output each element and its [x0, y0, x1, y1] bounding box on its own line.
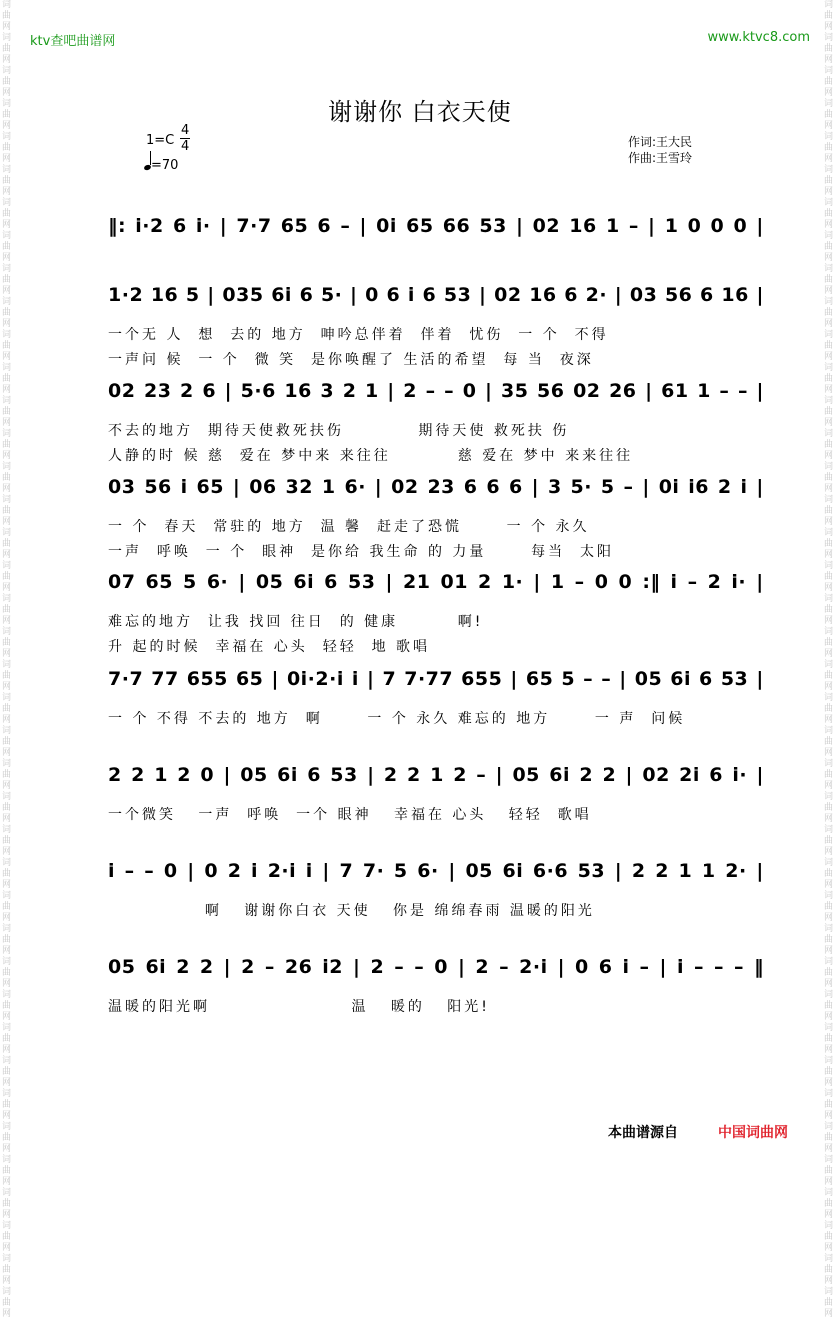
note-group: – — [144, 860, 155, 882]
barline: :‖ — [642, 571, 661, 593]
note-group: 2 — [475, 956, 490, 978]
note-group: 1 — [697, 380, 711, 402]
note-group: – — [414, 956, 425, 978]
note-group: 7 — [339, 860, 354, 882]
barline: | — [479, 284, 487, 306]
barline: | — [219, 215, 228, 237]
note-group: 6i — [549, 764, 570, 786]
note-group: 2·i — [267, 860, 297, 882]
barline: | — [366, 668, 375, 690]
note-group: 65 — [406, 215, 434, 237]
note-group: 6i — [145, 956, 167, 978]
barline: | — [238, 571, 246, 593]
barline: | — [495, 764, 504, 786]
note-group: 6i — [293, 571, 315, 593]
note-group: 5 — [393, 860, 408, 882]
note-group: 05 — [512, 764, 540, 786]
notation-line — [108, 215, 764, 237]
note-group: 2 — [131, 764, 145, 786]
note-group: 2 — [370, 956, 385, 978]
barline: | — [756, 571, 764, 593]
lyric-line: 人静的时 候 慈 爱在 梦中来 来往往 慈 爱在 梦中 来来往往 — [108, 448, 634, 464]
note-group: 6 — [564, 284, 579, 306]
barline: | — [350, 284, 358, 306]
note-group: 6 — [324, 571, 338, 593]
note-group: 05 — [255, 571, 284, 593]
note-group: 1 — [678, 860, 693, 882]
barline: | — [614, 284, 623, 306]
barline: | — [533, 571, 541, 593]
note-group: – — [124, 860, 135, 882]
note-group: i — [622, 956, 630, 978]
note-group: 0i — [658, 476, 680, 498]
barline: | — [223, 956, 232, 978]
lyric-line: 啊 谢谢你白衣 天使 你是 绵绵春雨 温暖的阳光 — [108, 903, 595, 919]
note-group: 0 — [575, 956, 589, 978]
barline: | — [619, 668, 627, 690]
note-group: 02 — [573, 380, 601, 402]
note-group: 0 — [204, 860, 219, 882]
note-group: 53 — [330, 764, 358, 786]
note-group: 0 — [462, 380, 477, 402]
barline: | — [756, 284, 764, 306]
time-signature-bottom: 4 — [181, 139, 190, 154]
note-group: 2 — [407, 764, 421, 786]
notation-line — [108, 668, 764, 690]
note-group: 65 — [280, 215, 309, 237]
barline: | — [756, 215, 764, 237]
barline: | — [531, 476, 540, 498]
note-group: 06 — [249, 476, 277, 498]
note-group: i2 — [322, 956, 344, 978]
note-group: 655 — [461, 668, 503, 690]
note-group: 2 — [579, 764, 594, 786]
note-group: 5 — [185, 284, 200, 306]
barline: | — [645, 380, 653, 402]
barline: | — [659, 956, 667, 978]
barline: | — [756, 860, 764, 882]
note-group: 3 — [547, 476, 562, 498]
barline: | — [232, 476, 241, 498]
barline: | — [625, 764, 633, 786]
note-group: 2 — [403, 380, 418, 402]
note-group: 2·i — [519, 956, 548, 978]
note-group: 6· — [344, 476, 366, 498]
site-url-link[interactable]: www.ktvc8.com — [707, 30, 810, 45]
note-group: 5·6 — [240, 380, 276, 402]
tempo-value: =70 — [151, 158, 179, 173]
note-group: i6 — [688, 476, 710, 498]
note-group: i·2 — [135, 215, 164, 237]
note-group: 0 — [434, 956, 448, 978]
note-group: 1 — [154, 764, 168, 786]
barline: | — [485, 380, 493, 402]
note-group: 2 — [707, 571, 722, 593]
note-group: – — [628, 215, 639, 237]
source-site-link[interactable]: 中国词曲网 — [718, 1125, 788, 1141]
note-stem — [150, 151, 151, 165]
note-group: 7 — [382, 668, 397, 690]
note-group: 1 — [605, 215, 620, 237]
time-signature-top: 4 — [181, 123, 190, 138]
barline: | — [271, 668, 279, 690]
note-group: 3 — [320, 380, 335, 402]
barline: | — [756, 476, 764, 498]
note-group: 0 — [163, 860, 178, 882]
note-group: 02 — [391, 476, 419, 498]
note-group: 6 — [307, 764, 321, 786]
note-group: 02 — [532, 215, 561, 237]
note-group: 16 — [284, 380, 312, 402]
note-group: – — [694, 956, 704, 978]
notation-line — [108, 476, 764, 498]
note-group: 16 — [569, 215, 597, 237]
note-group: 1 — [664, 215, 679, 237]
barline: | — [207, 284, 215, 306]
note-group: 7·7 — [108, 668, 144, 690]
note-group: 2· — [585, 284, 608, 306]
note-group: – — [737, 380, 748, 402]
note-group: – — [583, 668, 594, 690]
note-group: i — [351, 668, 359, 690]
note-group: 1 — [701, 860, 716, 882]
note-group: 0 — [687, 215, 702, 237]
barline: | — [516, 215, 524, 237]
note-group: 7·77 — [404, 668, 454, 690]
note-group: – — [340, 215, 351, 237]
note-group: 01 — [440, 571, 468, 593]
note-group: 6i — [670, 668, 691, 690]
notation-line — [108, 956, 764, 978]
note-group: i· — [195, 215, 211, 237]
note-group: 65 — [525, 668, 554, 690]
barline: | — [374, 476, 383, 498]
notation-line — [108, 764, 764, 786]
note-group: – — [601, 668, 612, 690]
barline: | — [448, 860, 456, 882]
note-group: i· — [732, 764, 748, 786]
note-group: 1 — [321, 476, 336, 498]
note-group: 5 — [183, 571, 197, 593]
note-group: – — [734, 956, 744, 978]
watermark-right: 词曲网词曲网词曲网词曲网词曲网词曲网词曲网词曲网词曲网词曲网词曲网词曲网词曲网词曲网词曲网词曲网词曲网词曲网词曲网词曲网词曲网词曲网词曲网词曲网词曲网词曲网词曲网词曲网词曲网词曲网词曲网词曲网词曲网词曲网词曲网词曲网词曲网词曲网词曲网词曲网 — [824, 0, 834, 1319]
source-label: 本曲谱源自 — [608, 1125, 678, 1141]
note-group: 2 — [180, 380, 194, 402]
note-group: 655 — [186, 668, 228, 690]
note-group: 0 — [365, 284, 379, 306]
note-group: 02 — [108, 380, 136, 402]
note-group: 0i — [376, 215, 397, 237]
barline: | — [642, 476, 650, 498]
barline: | — [457, 956, 466, 978]
note-group: – — [719, 380, 730, 402]
barline: | — [224, 380, 233, 402]
note-group: – — [444, 380, 455, 402]
note-group: 77 — [151, 668, 179, 690]
note-group: 5 — [561, 668, 576, 690]
note-group: 26 — [284, 956, 313, 978]
note-group: 05 — [108, 956, 136, 978]
note-group: 2 — [108, 764, 122, 786]
note-group: – — [574, 571, 585, 593]
note-group: 6 — [422, 284, 437, 306]
note-group: – — [476, 764, 487, 786]
lyric-line: 温暖的阳光啊 温 暖的 阳光! — [108, 999, 490, 1015]
note-group: – — [687, 571, 698, 593]
note-group: 1 — [550, 571, 565, 593]
note-group: i — [305, 860, 313, 882]
note-group: 2i — [679, 764, 700, 786]
lyric-line: 一声 呼唤 一 个 眼神 是你给 我生命 的 力量 每当 太阳 — [108, 544, 615, 560]
note-group: 1 — [364, 380, 379, 402]
note-group: 02 — [494, 284, 522, 306]
lyric-line: 一个微笑 一声 呼唤 一个 眼神 幸福在 心头 轻轻 歌唱 — [108, 807, 592, 823]
note-group: 2 — [717, 476, 732, 498]
note-group: i — [740, 476, 748, 498]
note-group: 65 — [235, 668, 264, 690]
credits — [628, 134, 692, 166]
barline: ‖ — [754, 956, 764, 978]
note-group: 2 — [453, 764, 467, 786]
note-group: 21 — [403, 571, 431, 593]
note-group: 0 — [200, 764, 215, 786]
note-group: 7· — [362, 860, 385, 882]
note-group: 6 — [699, 668, 713, 690]
note-group: 1· — [501, 571, 524, 593]
note-group: 05 — [465, 860, 493, 882]
barline: | — [557, 956, 566, 978]
lyric-line: 难忘的地方 让我 找回 往日 的 健康 啊! — [108, 614, 484, 630]
note-group: 05 — [240, 764, 268, 786]
note-group: 6 — [486, 476, 501, 498]
note-group: 6· — [417, 860, 439, 882]
note-group: 56 — [664, 284, 693, 306]
note-group: 53 — [347, 571, 376, 593]
note-group: 6i — [502, 860, 524, 882]
note-group: 2 — [478, 571, 492, 593]
note-group: i — [676, 956, 684, 978]
note-group: 6i — [271, 284, 292, 306]
barline: | — [385, 571, 393, 593]
note-group: 6 — [709, 764, 723, 786]
barline: | — [756, 380, 764, 402]
note-group: – — [264, 956, 275, 978]
note-group: 2 — [383, 764, 398, 786]
barline: | — [648, 215, 656, 237]
site-name-link[interactable]: ktv查吧曲谱网 — [30, 34, 116, 49]
note-group: 6 — [202, 380, 217, 402]
note-group: 0 — [618, 571, 633, 593]
note-group: 56 — [144, 476, 172, 498]
notation-line — [108, 284, 764, 306]
lyric-line: 一声问 候 一 个 微 笑 是你唤醒了 生活的希望 每 当 夜深 — [108, 352, 594, 368]
barline: | — [510, 668, 518, 690]
time-signature — [180, 123, 190, 154]
note-group: i· — [731, 571, 747, 593]
note-group: 35 — [501, 380, 529, 402]
tempo-marking — [144, 155, 178, 173]
note-group: 2 — [241, 956, 255, 978]
note-group: 16 — [150, 284, 179, 306]
note-group: 2 — [631, 860, 646, 882]
note-group: 2 — [176, 956, 190, 978]
lyric-line: 一 个 春天 常驻的 地方 温 馨 赶走了恐慌 一 个 永久 — [108, 519, 590, 535]
watermark-left: 词曲网词曲网词曲网词曲网词曲网词曲网词曲网词曲网词曲网词曲网词曲网词曲网词曲网词曲网词曲网词曲网词曲网词曲网词曲网词曲网词曲网词曲网词曲网词曲网词曲网词曲网词曲网词曲网词曲网词曲网词曲网词曲网词曲网词曲网词曲网词曲网词曲网词曲网词曲网词曲网 — [2, 0, 12, 1319]
barline: | — [322, 860, 330, 882]
barline: | — [353, 956, 361, 978]
note-group: 6 — [598, 956, 613, 978]
note-group: 6 — [463, 476, 478, 498]
note-group: 0 — [594, 571, 609, 593]
notation-line — [108, 860, 764, 882]
note-group: 23 — [144, 380, 172, 402]
note-group: – — [499, 956, 510, 978]
note-group: 2 — [227, 860, 242, 882]
barline: | — [387, 380, 395, 402]
barline: | — [359, 215, 367, 237]
lyricist: 作词:王大民 — [628, 135, 693, 149]
note-group: 65 — [196, 476, 224, 498]
note-group: 2 — [602, 764, 617, 786]
note-group: 0i·2·i — [286, 668, 344, 690]
note-group: 02 — [642, 764, 670, 786]
song-title: 谢谢你 白衣天使 — [328, 98, 512, 126]
note-group: 6 — [509, 476, 523, 498]
note-group: 6 — [299, 284, 314, 306]
note-group: 2 — [655, 860, 669, 882]
barline: | — [367, 764, 375, 786]
note-group: – — [394, 956, 405, 978]
note-group: 6 — [172, 215, 187, 237]
note-group: 16 — [721, 284, 749, 306]
note-group: 6 — [700, 284, 714, 306]
note-group: i — [108, 860, 116, 882]
note-group: 16 — [529, 284, 557, 306]
lyric-line: 一个无 人 想 去的 地方 呻吟总伴着 伴着 忧伤 一 个 不得 — [108, 327, 609, 343]
note-group: 0 — [710, 215, 725, 237]
note-group: 1·2 — [108, 284, 144, 306]
note-group: 23 — [427, 476, 455, 498]
note-group: – — [623, 476, 634, 498]
note-group: i — [180, 476, 188, 498]
note-group: – — [714, 956, 724, 978]
note-group: 56 — [537, 380, 565, 402]
note-group: i — [670, 571, 678, 593]
barline: | — [614, 860, 623, 882]
note-group: 32 — [285, 476, 313, 498]
note-group: 2· — [725, 860, 747, 882]
note-group: 53 — [443, 284, 472, 306]
note-group: – — [639, 956, 650, 978]
key-signature: 1=C — [146, 133, 175, 148]
barline: ‖: — [108, 215, 127, 237]
barline: | — [223, 764, 231, 786]
note-group: 03 — [108, 476, 136, 498]
note-group: 2 — [177, 764, 192, 786]
note-group: 5· — [320, 284, 343, 306]
note-group: 07 — [108, 571, 136, 593]
lyric-line: 不去的地方 期待天使救死扶伤 期待天使 救死扶 伤 — [108, 423, 570, 439]
barline: | — [756, 764, 764, 786]
note-group: 5 — [600, 476, 615, 498]
lyric-line: 一 个 不得 不去的 地方 啊 一 个 永久 难忘的 地方 一 声 问候 — [108, 711, 686, 727]
note-group: 26 — [609, 380, 637, 402]
note-group: 2 — [199, 956, 214, 978]
composer: 作曲:王雪玲 — [628, 151, 693, 165]
note-group: 03 — [629, 284, 658, 306]
note-group: i — [251, 860, 259, 882]
note-group: 66 — [442, 215, 471, 237]
lyric-line: 升 起的时候 幸福在 心头 轻轻 地 歌唱 — [108, 639, 431, 655]
note-group: 53 — [577, 860, 606, 882]
note-group: 6 — [317, 215, 332, 237]
notation-line — [108, 380, 764, 402]
note-group: 53 — [720, 668, 749, 690]
note-group: 6i — [277, 764, 298, 786]
note-group: 53 — [479, 215, 507, 237]
note-group: 035 — [222, 284, 264, 306]
note-group: 6·6 — [532, 860, 569, 882]
barline: | — [756, 668, 764, 690]
note-group: 1 — [430, 764, 444, 786]
note-group: 2 — [342, 380, 357, 402]
note-group: 61 — [661, 380, 689, 402]
note-group: 65 — [145, 571, 173, 593]
notation-line — [108, 571, 764, 593]
note-group: 6 — [386, 284, 401, 306]
note-group: 5· — [570, 476, 592, 498]
note-group: i — [407, 284, 415, 306]
barline: | — [187, 860, 195, 882]
note-group: 6· — [206, 571, 229, 593]
note-group: – — [425, 380, 436, 402]
note-group: 05 — [634, 668, 663, 690]
note-group: 7·7 — [236, 215, 272, 237]
note-group: 0 — [733, 215, 748, 237]
